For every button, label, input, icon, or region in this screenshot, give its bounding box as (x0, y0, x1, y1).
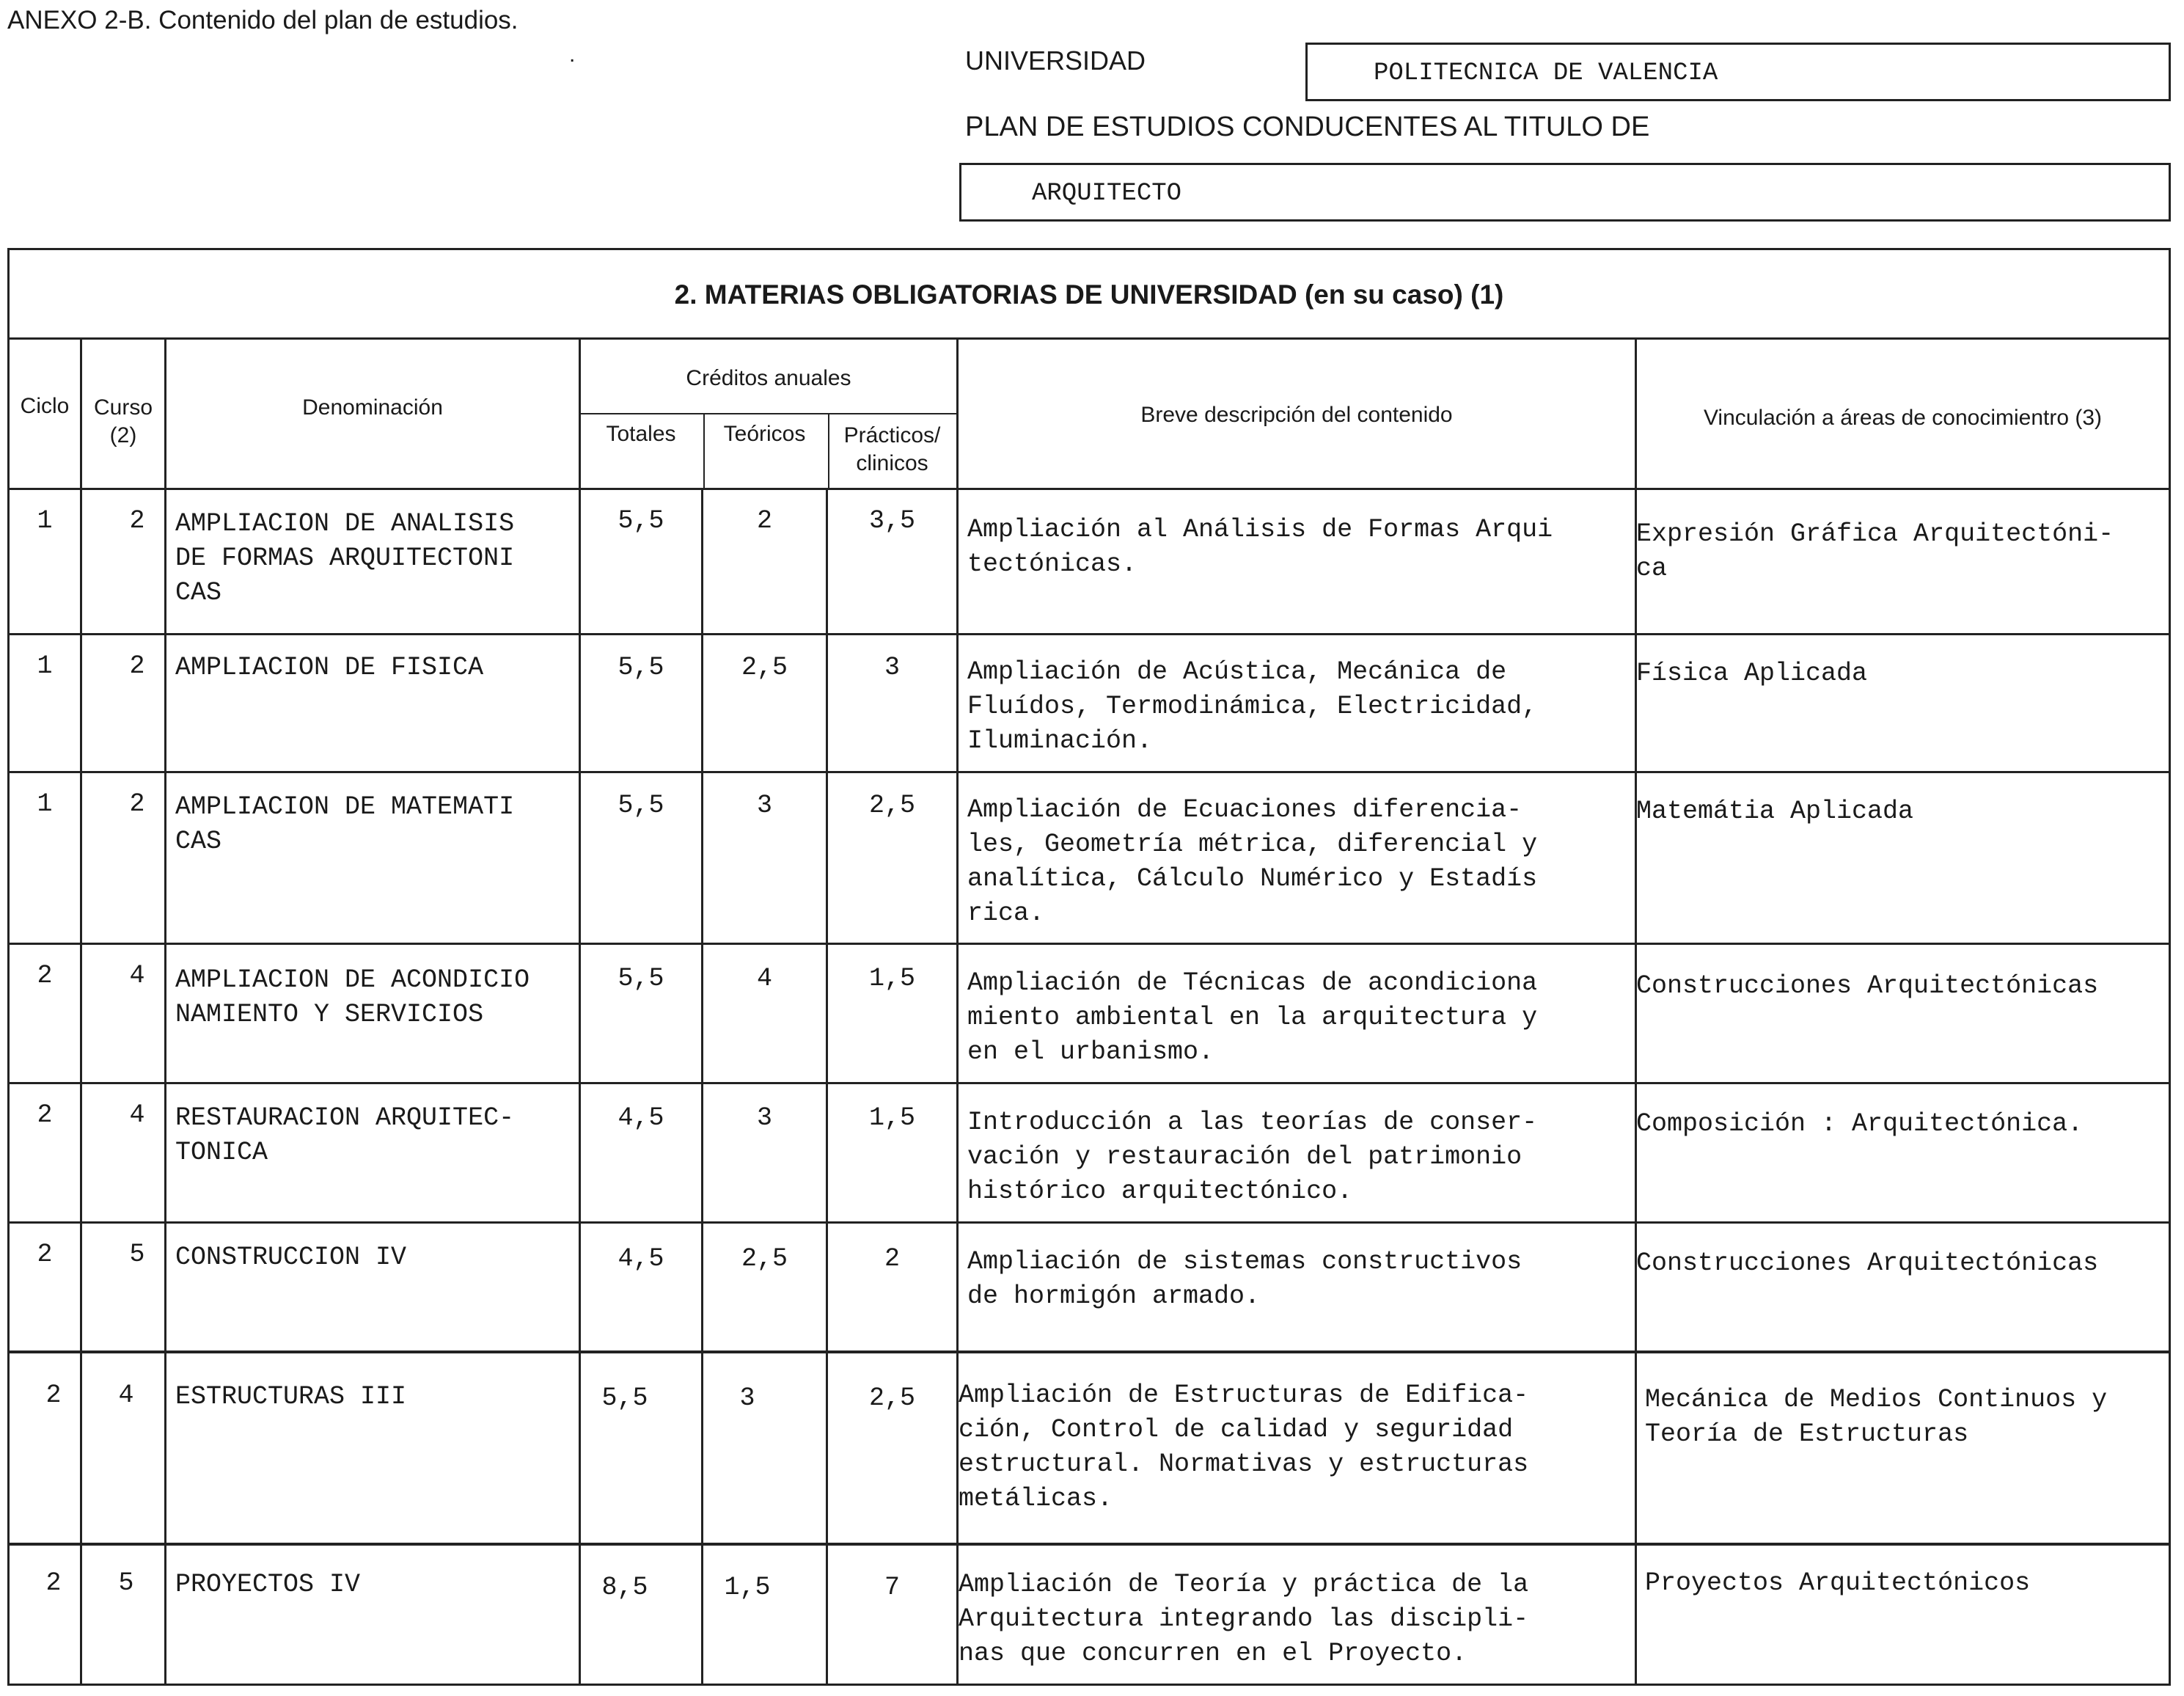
row-line (10, 943, 2169, 945)
row-line (10, 771, 2169, 773)
cell-teoricos: 2 (756, 506, 772, 536)
cell-ciclo: 2 (37, 1240, 53, 1269)
cell-curso: 4 (129, 961, 145, 990)
cell-vinculacion: Matemátia Aplicada (1636, 797, 1914, 826)
cell-ciclo: 2 (45, 1381, 62, 1410)
cell-practicos: 7 (884, 1573, 900, 1602)
teoricos-practicos-divider (828, 413, 829, 488)
cell-vinculacion: Proyectos Arquitectónicos (1645, 1568, 2031, 1598)
cell-vinculacion: Física Aplicada (1636, 659, 1868, 688)
cell-curso: 5 (118, 1568, 134, 1598)
courses-table (7, 248, 2171, 1686)
row-line (10, 488, 2169, 490)
cell-descripcion: Ampliación de Estructuras de Edifica- ción, Control de calidad y seguridad estructural. Normativas y estructuras metálicas. (959, 1381, 1529, 1513)
cell-teoricos: 3 (756, 1103, 772, 1133)
cell-curso: 4 (129, 1100, 145, 1130)
cell-totales: 4,5 (618, 1244, 664, 1273)
cell-teoricos: 3 (739, 1384, 755, 1413)
cell-ciclo: 1 (37, 651, 53, 681)
cell-practicos: 1,5 (868, 964, 915, 993)
cell-denominacion: CONSTRUCCION IV (175, 1243, 407, 1272)
cell-ciclo: 2 (45, 1568, 62, 1598)
header-descripcion: Breve descripción del contenido (1140, 403, 1453, 427)
cell-curso: 2 (129, 789, 145, 819)
cell-descripcion: Ampliación al Análisis de Formas Arqui tectónicas. (967, 515, 1553, 579)
cell-denominacion: AMPLIACION DE ACONDICIO NAMIENTO Y SERVICIOS (175, 965, 530, 1029)
header-teoricos: Teóricos (723, 422, 806, 446)
table-title: 2. MATERIAS OBLIGATORIAS DE UNIVERSIDAD (en su caso) (1) (10, 250, 2169, 340)
col-line (579, 340, 581, 1684)
cell-practicos: 1,5 (868, 1103, 915, 1133)
cell-totales: 5,5 (618, 506, 664, 536)
cell-ciclo: 2 (37, 961, 53, 990)
degree-title-field: ARQUITECTO (959, 163, 2171, 222)
cell-denominacion: ESTRUCTURAS III (175, 1382, 407, 1411)
row-line (10, 1221, 2169, 1224)
header-creditos: Créditos anuales (686, 366, 851, 390)
cell-descripcion: Ampliación de Técnicas de acondiciona miento ambiental en la arquitectura y en el urbanismo. (967, 968, 1538, 1067)
cell-descripcion: Ampliación de Teoría y práctica de la Arquitectura integrando las discipli- nas que concurren en el Proyecto. (959, 1570, 1529, 1668)
cell-descripcion: Ampliación de sistemas constructivos de hormigón armado. (967, 1247, 1522, 1311)
cell-teoricos: 3 (756, 791, 772, 820)
col-line (164, 340, 166, 1684)
cell-ciclo: 1 (37, 506, 53, 536)
cell-totales: 5,5 (618, 964, 664, 993)
cell-totales: 5,5 (601, 1384, 648, 1413)
cell-teoricos: 1,5 (724, 1573, 771, 1602)
cell-teoricos: 4 (756, 964, 772, 993)
plan-label: PLAN DE ESTUDIOS CONDUCENTES AL TITULO DE (965, 112, 1650, 142)
cell-denominacion: AMPLIACION DE FISICA (175, 653, 484, 682)
cell-denominacion: AMPLIACION DE ANALISIS DE FORMAS ARQUITECTONI CAS (175, 509, 515, 607)
header-denominacion: Denominación (302, 395, 443, 420)
cell-vinculacion: Expresión Gráfica Arquitectóni- ca (1636, 519, 2114, 583)
cell-practicos: 2 (884, 1244, 900, 1273)
university-field: POLITECNICA DE VALENCIA (1305, 43, 2171, 101)
cell-descripcion: Introducción a las teorías de conser- vación y restauración del patrimonio histórico arquitectónico. (967, 1108, 1538, 1206)
cell-denominacion: RESTAURACION ARQUITEC- TONICA (175, 1103, 515, 1167)
university-label: UNIVERSIDAD (965, 45, 1146, 76)
cell-ciclo: 1 (37, 789, 53, 819)
cell-teoricos: 2,5 (741, 1244, 788, 1273)
header-vinculacion: Vinculación a áreas de conocimientro (3) (1703, 406, 2103, 430)
cell-curso: 2 (129, 506, 145, 536)
creditos-divider (581, 413, 956, 414)
cell-vinculacion: Construcciones Arquitectónicas (1636, 971, 2099, 1001)
col-line (80, 340, 82, 1684)
row-line (10, 1543, 2169, 1546)
cell-vinculacion: Mecánica de Medios Continuos y Teoría de Estructuras (1645, 1385, 2108, 1449)
cell-ciclo: 2 (37, 1100, 53, 1130)
cell-denominacion: AMPLIACION DE MATEMATI CAS (175, 792, 515, 856)
cell-practicos: 2,5 (868, 1384, 915, 1413)
totales-teoricos-divider (703, 413, 705, 488)
cell-totales: 5,5 (618, 653, 664, 682)
row-line (10, 1082, 2169, 1084)
cell-vinculacion: Construcciones Arquitectónicas (1636, 1249, 2099, 1278)
header-practicos: Prácticos/ clinicos (843, 423, 941, 475)
cell-curso: 4 (118, 1381, 134, 1410)
cell-curso: 2 (129, 651, 145, 681)
cell-totales: 5,5 (618, 791, 664, 820)
cell-totales: 8,5 (601, 1573, 648, 1602)
cell-curso: 5 (129, 1240, 145, 1269)
cell-vinculacion: Composición : Arquitectónica. (1636, 1109, 2084, 1138)
annex-heading: ANEXO 2-B. Contenido del plan de estudios. (7, 6, 518, 34)
header-ciclo: Ciclo (20, 394, 70, 418)
cell-descripcion: Ampliación de Acústica, Mecánica de Fluídos, Termodinámica, Electricidad, Iluminación. (967, 657, 1538, 756)
header-curso: Curso (2) (93, 395, 153, 447)
stray-mark: . (569, 43, 576, 67)
cell-teoricos: 2,5 (741, 653, 788, 682)
cell-totales: 4,5 (618, 1103, 664, 1133)
cell-practicos: 3 (884, 653, 900, 682)
cell-descripcion: Ampliación de Ecuaciones diferencia- les, Geometría métrica, diferencial y analítica, Cálculo Numérico y Estadís rica. (967, 795, 1538, 928)
row-line (10, 633, 2169, 635)
header-totales: Totales (606, 422, 676, 446)
cell-practicos: 2,5 (868, 791, 915, 820)
cell-practicos: 3,5 (868, 506, 915, 536)
row-line (10, 1350, 2169, 1353)
cell-denominacion: PROYECTOS IV (175, 1570, 361, 1599)
